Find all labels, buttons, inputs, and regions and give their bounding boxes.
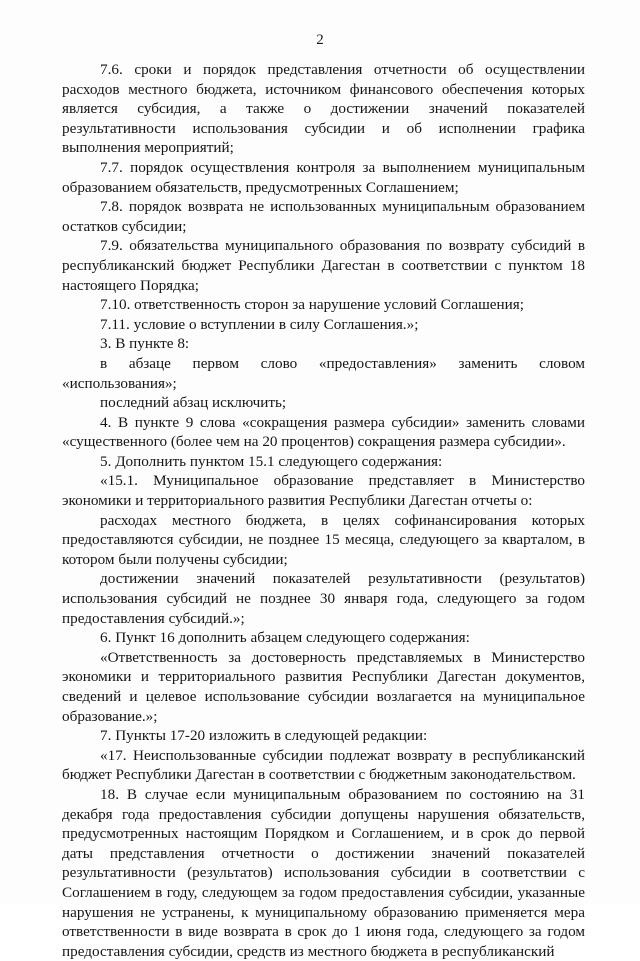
page-number: 2 <box>316 32 324 48</box>
paragraph-item-3: 3. В пункте 8: <box>100 335 190 353</box>
paragraph-item-7: 7. Пункты 17-20 изложить в следующей редакции: <box>100 727 428 745</box>
paragraph-item-6: 6. Пункт 16 дополнить абзацем следующего содержания: <box>100 629 470 647</box>
paragraph-15-1-indicators: достижении значений показателей результативности (результатов) использования субсидий не позднее 30 января года, следующего за годом предоставления субсидий.»; <box>62 570 585 627</box>
paragraph-item-3-last-abzac: последний абзац исключить; <box>100 394 287 412</box>
paragraph-7-8: 7.8. порядок возврата не использованных муниципальным образованием остатков субсидии; <box>62 198 585 235</box>
paragraph-17: «17. Неиспользованные субсидии подлежат возврату в республиканский бюджет Республики Дагестан в соответствии с бюджетным законодательством. <box>62 746 585 784</box>
paragraph-7-7: 7.7. порядок осуществления контроля за выполнением муниципальным образованием обязательств, предусмотренных Соглашением; <box>62 158 585 196</box>
paragraph-item-4: 4. В пункте 9 слова «сокращения размера субсидии» заменить словами «существенного (более чем на 20 процентов) сокращения размера субсидии». <box>62 413 585 451</box>
paragraph-15-1: «15.1. Муниципальное образование представляет в Министерство экономики и территориального развития Республики Дагестан отчеты о: <box>62 472 585 510</box>
paragraph-item-3-first-abzac: в абзаце первом слово «предоставления» заменить словом «использования»; <box>62 354 585 392</box>
paragraph-7-9: 7.9. обязательства муниципального образования по возврату субсидий в республиканский бюджет Республики Дагестан в соответствии с пунктом 18 настоящего Порядка; <box>62 237 585 294</box>
paragraph-7-6: 7.6. сроки и порядок представления отчетности об осуществлении расходов местного бюджета, источником финансового обеспечения которых является субсидия, а также о достижении значений показателей результативности использования субсидии и об исполнении графика выполнения мероприятий; <box>62 61 585 157</box>
document-body <box>62 60 585 961</box>
paragraph-15-1-expenses: расходах местного бюджета, в целях софинансирования которых предоставляются субсидии, не позднее 15 месяца, следующего за кварталом, в котором были получены субсидии; <box>62 511 585 568</box>
paragraph-18: 18. В случае если муниципальным образованием по состоянию на 31 декабря года предоставления субсидии допущены нарушения обязательств, предусмотренных настоящим Порядком и Соглашением, и в срок до первой даты представления отчетности о достижении значений показателей результативности (результатов) использования субсидии в соответствии с Соглашением в году, следующем за годом предоставления субсидии, указанные нарушения не устранены, к муниципальному образованию применяется мера ответственности в виде возврата в срок до 1 июня года, следующего за годом предоставления субсидии, средств из местного бюджета в республиканский <box>62 785 585 960</box>
paragraph-item-6-text: «Ответственность за достоверность представляемых в Министерство экономики и территориального развития Республики Дагестан документов, сведений и целевое использование субсидии возлагается на муниципальное образование.»; <box>62 648 585 725</box>
paragraph-item-5: 5. Дополнить пунктом 15.1 следующего содержания: <box>100 452 443 470</box>
paragraph-7-11: 7.11. условие о вступлении в силу Соглашения.»; <box>100 315 419 333</box>
paragraph-7-10: 7.10. ответственность сторон за нарушение условий Соглашения; <box>100 296 525 314</box>
